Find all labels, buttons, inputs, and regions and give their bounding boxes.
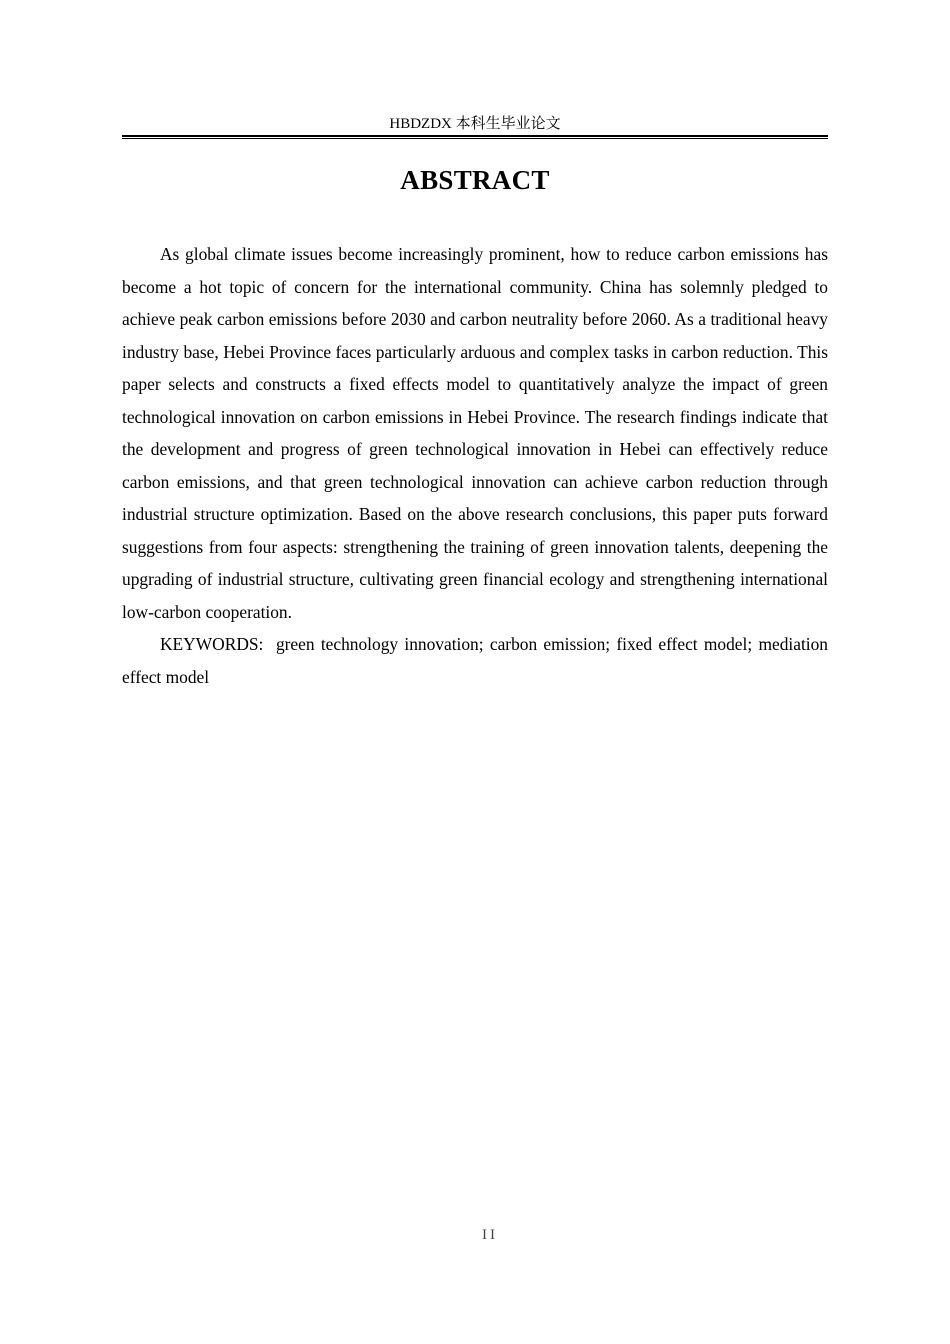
header-rule-thin <box>122 138 828 139</box>
page-title: ABSTRACT <box>400 165 550 195</box>
abstract-body <box>122 238 828 693</box>
keywords-list: green technology innovation; carbon emission; fixed effect model; mediation effect model <box>122 634 828 687</box>
page-number: II <box>482 1227 498 1243</box>
abstract-paragraph: As global climate issues become increasingly prominent, how to reduce carbon emissions has become a hot topic of concern for the international community. China has solemnly pledged to achieve peak carbon emissions before 2030 and carbon neutrality before 2060. As a traditional heavy industry base, Hebei Province faces particularly arduous and complex tasks in carbon reduction. This paper selects and constructs a fixed effects model to quantitatively analyze the impact of green technological innovation on carbon emissions in Hebei Province. The research findings indicate that the development and progress of green technological innovation in Hebei can effectively reduce carbon emissions, and that green technological innovation can achieve carbon reduction through industrial structure optimization. Based on the above research conclusions, this paper puts forward suggestions from four aspects: strengthening the training of green innovation talents, deepening the upgrading of industrial structure, cultivating green financial ecology and strengthening international low-carbon cooperation. <box>122 244 828 622</box>
header-rule <box>122 135 828 137</box>
keywords-label: KEYWORDS: <box>160 634 264 654</box>
running-header: HBDZDX 本科生毕业论文 <box>389 116 561 132</box>
keywords-line <box>122 628 828 693</box>
